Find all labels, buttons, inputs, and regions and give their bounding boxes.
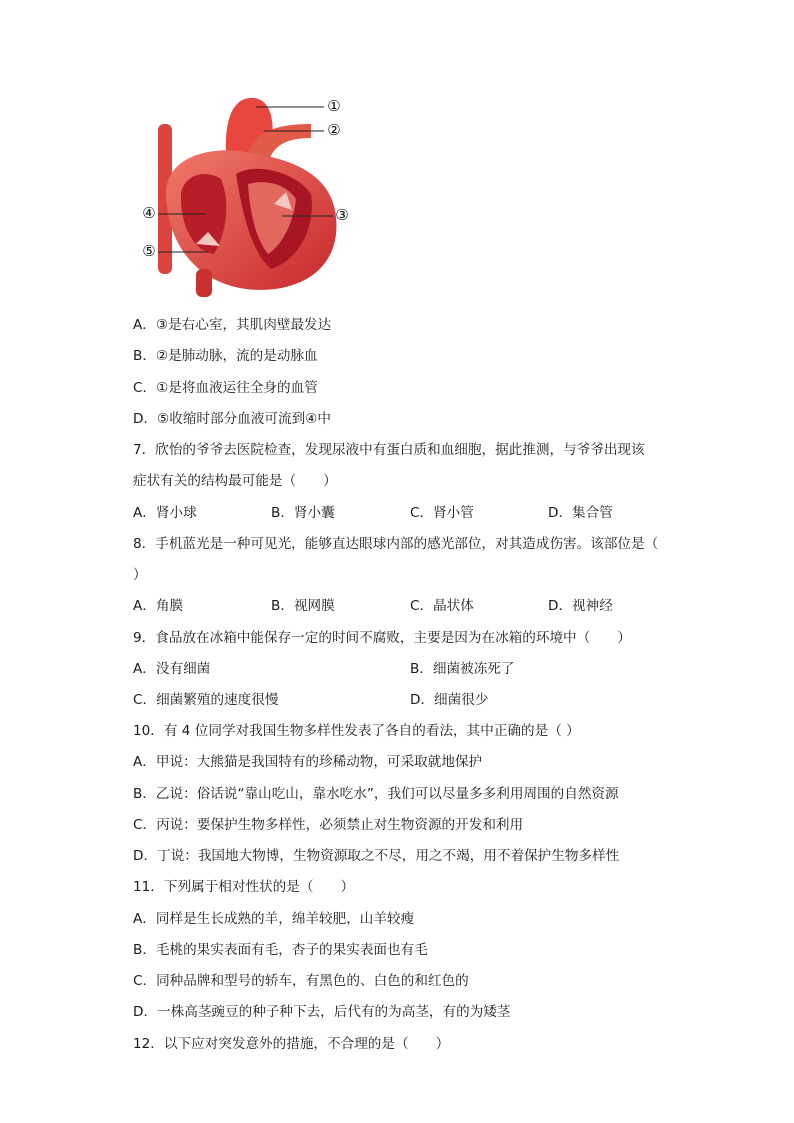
q9-option-c: C．细菌繁殖的速度很慢	[133, 692, 279, 708]
q8-option-c: C．晶状体	[410, 598, 474, 614]
heart-illustration	[136, 84, 366, 300]
q9-option-b: B．细菌被冻死了	[410, 661, 515, 677]
q11-option-a: A．同样是生长成熟的羊，绵羊较肥，山羊较瘦	[133, 911, 415, 927]
q11-option-c: C．同种品牌和型号的轿车，有黑色的、白色的和红色的	[133, 973, 469, 989]
q10-option-d: D．丁说：我国地大物博，生物资源取之不尽，用之不竭，用不着保护生物多样性	[133, 848, 620, 864]
q7-option-b: B．肾小囊	[271, 505, 335, 521]
q7-option-a: A．肾小球	[133, 505, 197, 521]
q8-option-d: D．视神经	[548, 598, 613, 614]
q6-option-a: A．③是右心室，其肌肉壁最发达	[133, 317, 332, 333]
marker-4: ④	[142, 204, 156, 222]
heart-diagram	[136, 84, 366, 300]
q11-option-d: D．一株高茎豌豆的种子种下去，后代有的为高茎，有的为矮茎	[133, 1004, 511, 1020]
marker-5: ⑤	[142, 242, 156, 260]
q8-option-b: B．视网膜	[271, 598, 335, 614]
q9-option-a: A．没有细菌	[133, 661, 211, 677]
q7-option-d: D．集合管	[548, 505, 613, 521]
q12-stem: 12．以下应对突发意外的措施，不合理的是（ ）	[133, 1036, 450, 1052]
q11-option-b: B．毛桃的果实表面有毛，杏子的果实表面也有毛	[133, 942, 428, 958]
q9-stem: 9．食品放在冰箱中能保存一定的时间不腐败，主要是因为在冰箱的环境中（ ）	[133, 630, 632, 646]
q10-option-c: C．丙说：要保护生物多样性，必须禁止对生物资源的开发和利用	[133, 817, 524, 833]
q9-option-d: D．细菌很少	[410, 692, 489, 708]
q10-option-b: B．乙说：俗话说“靠山吃山，靠水吃水”，我们可以尽量多多利用周围的自然资源	[133, 786, 619, 802]
q7-stem-line2: 症状有关的结构最可能是（ ）	[133, 473, 337, 489]
q8-option-a: A．角膜	[133, 598, 184, 614]
q6-option-b: B．②是肺动脉，流的是动脉血	[133, 348, 318, 364]
q10-stem: 10．有 4 位同学对我国生物多样性发表了各自的看法，其中正确的是（ ）	[133, 723, 580, 739]
q10-option-a: A．甲说：大熊猫是我国特有的珍稀动物，可采取就地保护	[133, 754, 483, 770]
marker-1: ①	[327, 97, 341, 115]
marker-3: ③	[335, 206, 349, 224]
q6-option-d: D．⑤收缩时部分血液可流到④中	[133, 411, 331, 427]
q6-option-c: C．①是将血液运往全身的血管	[133, 380, 318, 396]
marker-2: ②	[327, 121, 341, 139]
q7-stem-line1: 7．欣怡的爷爷去医院检查，发现尿液中有蛋白质和血细胞，据此推测，与爷爷出现该	[133, 442, 645, 458]
q8-stem-line1: 8．手机蓝光是一种可见光，能够直达眼球内部的感光部位，对其造成伤害。该部位是（	[133, 536, 659, 552]
q7-option-c: C．肾小管	[410, 505, 474, 521]
q8-stem-line2: ）	[133, 567, 147, 583]
q11-stem: 11．下列属于相对性状的是（ ）	[133, 879, 355, 895]
